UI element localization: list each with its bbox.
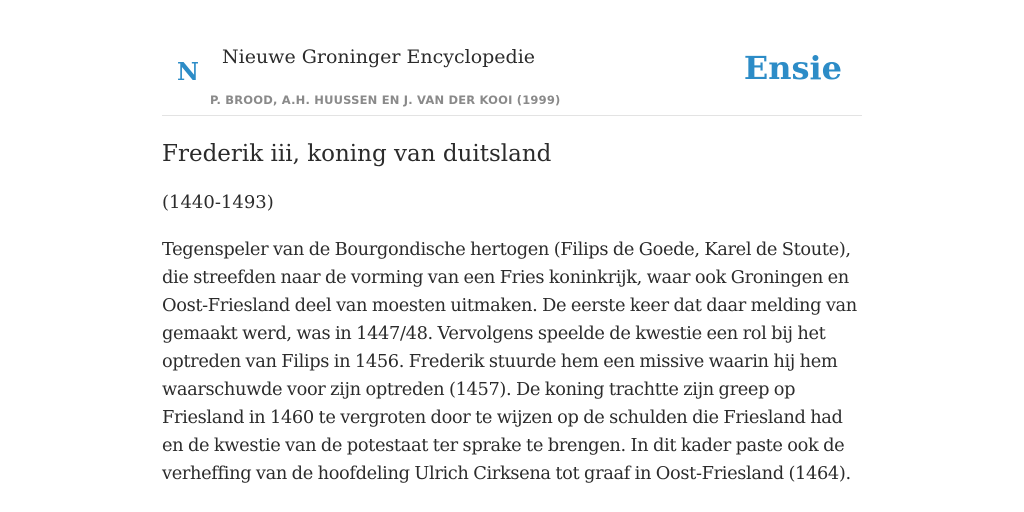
entry-body: Tegenspeler van de Bourgondische hertogen (Filips de Goede, Karel de Stoute), die streefden naar de vorming van een Fries koninkrijk, waar ook Groningen en Oost-Friesland deel van moesten uitmaken. De eerste keer dat daar melding van gemaakt werd, was in 1447/48. Vervolgens speelde de kwestie een rol bij het optreden van Filips in 1456. Frederik stuurde hem een missive waarin hij hem waarschuwde voor zijn optreden (1457). De koning trachtte zijn greep op Friesland in 1460 te vergroten door te wijzen op de schulden die Friesland had en de kwestie van de potestaat ter sprake te brengen. In dit kader paste ook de verheffing van de hoofdeling Ulrich Cirksena tot graaf in Oost-Friesland (1464).: [162, 239, 857, 484]
entry-dates: (1440-1493): [162, 192, 274, 213]
ensie-logo[interactable]: Ensie: [743, 49, 842, 87]
encyclopedia-logo[interactable]: N: [177, 57, 199, 86]
entry-content: [162, 136, 867, 488]
entry-title: Frederik iii, koning van duitsland: [162, 141, 552, 167]
source-header: [162, 40, 862, 116]
encyclopedia-title[interactable]: Nieuwe Groninger Encyclopedie: [222, 46, 536, 68]
encyclopedia-authors: P. BROOD, A.H. HUUSSEN EN J. VAN DER KOOI (1999): [210, 93, 561, 107]
